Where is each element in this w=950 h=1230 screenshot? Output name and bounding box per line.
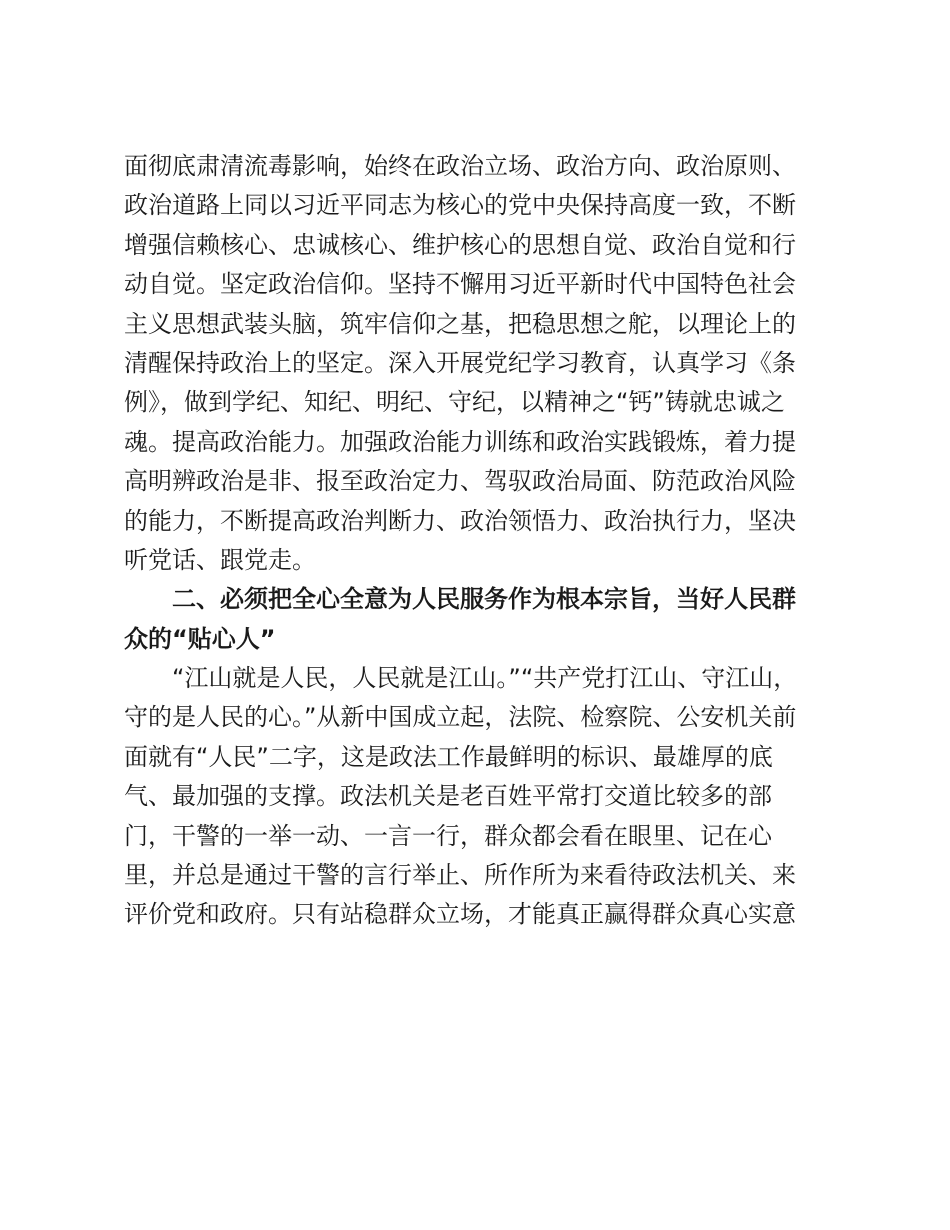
body-text [124, 147, 844, 935]
section-heading-line: 众的“贴心人” [124, 624, 276, 653]
paragraph-line: 政治道路上同以习近平同志为核心的党中央保持高度一致，不断 [124, 191, 796, 220]
paragraph-line: 的能力，不断提高政治判断力、政治领悟力、政治执行力，坚决 [124, 506, 796, 535]
paragraph-line: 魂。提高政治能力。加强政治能力训练和政治实践锻炼，着力提 [124, 427, 796, 456]
paragraph-line: 听党话、跟党走。 [124, 545, 316, 574]
paragraph-line: “江山就是人民，人民就是江山。”“共产党打江山、守江山， [172, 664, 798, 693]
paragraph-line: 里，并总是通过干警的言行举止、所作所为来看待政法机关、来 [124, 861, 796, 890]
paragraph-line: 面就有“人民”二字，这是政法工作最鲜明的标识、最雄厚的底 [124, 742, 773, 771]
paragraph-line: 动自觉。坚定政治信仰。坚持不懈用习近平新时代中国特色社会 [124, 270, 796, 299]
paragraph-line: 守的是人民的心。”从新中国成立起，法院、检察院、公安机关前 [124, 703, 797, 732]
paragraph-line: 高明辨政治是非、报至政治定力、驾驭政治局面、防范政治风险 [124, 467, 796, 496]
paragraph-line: 例》，做到学纪、知纪、明纪、守纪，以精神之“钙”铸就忠诚之 [124, 388, 785, 417]
section-heading-line: 二、必须把全心全意为人民服务作为根本宗旨，当好人民群 [172, 585, 796, 614]
paragraph-line: 主义思想武装头脑，筑牢信仰之基，把稳思想之舵，以理论上的 [124, 309, 796, 338]
paragraph-line: 门，干警的一举一动、一言一行，群众都会看在眼里、记在心 [124, 821, 772, 850]
paragraph-line: 增强信赖核心、忠诚核心、维护核心的思想自觉、政治自觉和行 [124, 230, 796, 259]
paragraph-line: 评价党和政府。只有站稳群众立场，才能真正赢得群众真心实意 [124, 900, 796, 929]
paragraph-line: 清醒保持政治上的坚定。深入开展党纪学习教育，认真学习《条 [124, 348, 796, 377]
paragraph-line: 气、最加强的支撑。政法机关是老百姓平常打交道比较多的部 [124, 782, 772, 811]
paragraph-line: 面彻底肃清流毒影响，始终在政治立场、政治方向、政治原则、 [124, 152, 796, 180]
